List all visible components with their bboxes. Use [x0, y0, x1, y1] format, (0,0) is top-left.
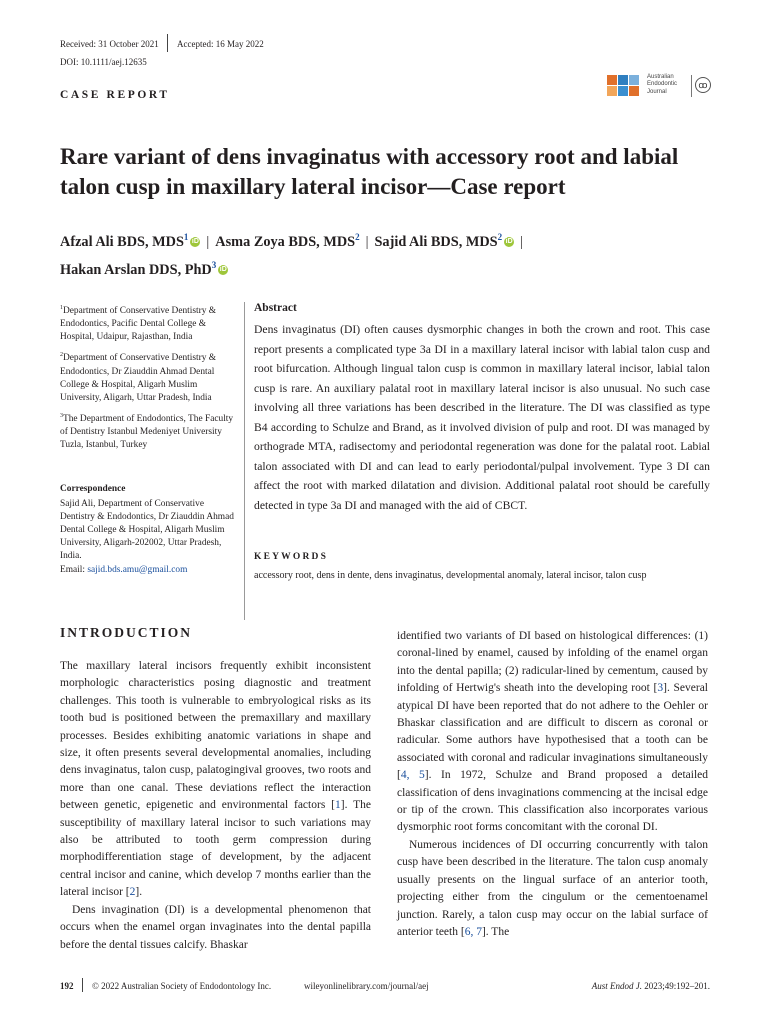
- text-run: ]. Several atypical DI have been reported that do not adhere to the Oehler or Bhaskar classification and are difficult to discern as coronal or radicular. Some authors have hypothesised that a tooth can be associated with coronal and radicular invaginations simultaneously [: [397, 682, 708, 782]
- orcid-icon[interactable]: iD: [191, 238, 199, 246]
- affiliation-marker: 2: [355, 232, 360, 242]
- text-run: ]. In 1972, Schulze and Brand proposed a detailed classification of dens invaginations commencing at the incisal edge or tip of the crown. This classification also incorporates various dysmorphic root forms concomitant with the coronal DI.: [397, 769, 709, 834]
- correspondence-heading: Correspondence: [60, 484, 126, 494]
- affiliation-number: 2: [60, 352, 63, 359]
- text-run: The maxillary lateral incisors frequently exhibit inconsistent morphologic characteristics posing diagnostic and treatment challenges. This tooth is vulnerable to embryological risks as its tooth bud is positioned between the premaxillary and maxillary processes. Besides exhibiting anatomic variations in shape and size, it often presents several developmental anomalies, including dens invaginatus, talon cusp, palatogingival grooves, two roots and more than one canal. These deviations reflect the interaction between genetic, epigenetic and environmental factors [: [60, 660, 371, 812]
- text-run: Numerous incidences of DI occurring concurrently with talon cusp have been described in the literature. The talon cusp anomaly usually presents on the lingual surface of an anterior tooth, projecting either from the cingulum or the cementoenamel junction. Rarely, a talon cusp may occur on the labial surface of anterior teeth [: [397, 838, 708, 938]
- text-run: ].: [135, 886, 143, 899]
- orcid-icon[interactable]: iD: [219, 266, 227, 274]
- correspondence-email-line: [60, 564, 234, 577]
- society-emblem-icon: ꝏ: [695, 77, 711, 93]
- affiliation-text: Department of Conservative Dentistry & Endodontics, Dr Ziauddin Ahmad Dental College & Hospital, Aligarh Muslim University, Aligarh, Uttar Pradesh, India: [60, 353, 217, 403]
- author-separator: |: [520, 233, 524, 250]
- paragraph: [397, 628, 708, 837]
- author-list: [60, 226, 710, 282]
- citation-info: [590, 981, 710, 991]
- column-divider: [244, 302, 245, 620]
- author-name: Asma Zoya BDS, MDS: [215, 233, 356, 250]
- paragraph: [60, 658, 371, 902]
- citation-link[interactable]: 6, 7: [464, 925, 482, 938]
- journal-abbreviation: Aust Endod J.: [591, 981, 642, 991]
- keywords-text: accessory root, dens in dente, dens invaginatus, developmental anomaly, lateral incisor, talon cusp: [254, 570, 647, 581]
- logo-tile: [618, 86, 628, 96]
- keywords-heading: KEYWORDS: [254, 552, 329, 562]
- affiliations: [60, 302, 234, 457]
- text-run: ]. The: [481, 925, 510, 938]
- affiliation-text: Department of Conservative Dentistry & Endodontics, Pacific Dental College & Hospital, Udaipur, Rajasthan, India: [60, 306, 217, 343]
- citation-link[interactable]: 2: [129, 886, 136, 899]
- journal-url[interactable]: wileyonlinelibrary.com/journal/aej: [304, 981, 429, 991]
- author-name: Hakan Arslan DDS, PhD: [60, 261, 212, 278]
- body-column-right: [397, 628, 708, 941]
- author-2[interactable]: [215, 234, 359, 250]
- paragraph: [397, 837, 708, 941]
- page-number: 192: [60, 981, 74, 991]
- correspondence: [60, 483, 234, 577]
- affiliation-marker: 1: [183, 232, 189, 242]
- email-label: Email:: [60, 564, 85, 575]
- citation-link[interactable]: 1: [334, 799, 341, 812]
- accepted-date: Accepted: 16 May 2022: [177, 39, 264, 49]
- text-run: ]. The susceptibility of maxillary lateral incisor to such variations may also be attributed to tooth germ compression during morphodifferentiation stage of development, by the adjacent central incisor and canine, which develop 7 months earlier than the lateral incisor [: [60, 799, 371, 899]
- author-name: Sajid Ali BDS, MDS: [374, 233, 498, 250]
- citation-link[interactable]: 4, 5: [400, 769, 425, 782]
- affiliation-number: 1: [60, 305, 63, 311]
- affiliation-text: The Department of Endodontics, The Faculty of Dentistry Istanbul Medeniyet University Tuzla, Istanbul, Turkey: [60, 414, 234, 451]
- author-1[interactable]: [60, 234, 188, 250]
- abstract-text: Dens invaginatus (DI) often causes dysmorphic changes in both the crown and root. This case report presents a complicated type 3a DI in a maxillary lateral incisor with labial talon cusp and root bifurcation. Although lingual talon cusp is common in maxillary lateral incisor, labial talon cusp is rare. An auxiliary palatal root in maxillary lateral incisor is also unusual. No such case involving all three variations has been described in the literature. The DI was classified as type B4 according to Schulze and Brand, as it involved division of pulp and root. DI was managed by orthograde MTA, radisectomy and periodontal regeneration was done for the palatal root. Labial talon associated with DI and can lead to early periodontal/pulpal involvement. Type 3 DI can affect the root with marked dilatation and division. Additional palatal root should be carefully detected in type 3a DI and managed with the aid of CBCT.: [254, 323, 710, 512]
- abstract-heading: Abstract: [254, 302, 297, 314]
- author-3[interactable]: [374, 234, 502, 250]
- affiliation-item: [60, 410, 234, 452]
- paragraph: Dens invagination (DI) is a developmental phenomenon that occurs when the enamel organ invaginates into the dental papilla before the dental tissues calcify. Bhaskar: [60, 903, 371, 951]
- copyright: © 2022 Australian Society of Endodontology Inc.: [92, 981, 272, 991]
- correspondence-text: Sajid Ali, Department of Conservative Dentistry & Endodontics, Dr Ziauddin Ahmad Dental College & Hospital, Aligarh Muslim University, Aligarh-202002, Uttar Pradesh, India.: [60, 499, 234, 562]
- citation-link[interactable]: 3: [657, 682, 664, 695]
- volume-pages: 2023;49:192–201.: [644, 981, 710, 991]
- logo-tile: [629, 75, 639, 85]
- logo-divider: [691, 75, 692, 97]
- header-divider: [167, 34, 168, 52]
- doi[interactable]: DOI: 10.1111/aej.12635: [60, 57, 147, 67]
- affiliation-marker: 3: [211, 259, 217, 270]
- author-4[interactable]: [60, 259, 217, 278]
- logo-line: Australian: [647, 74, 674, 80]
- journal-logo: [607, 74, 709, 98]
- affiliation-marker: 2: [497, 232, 503, 242]
- article-title: Rare variant of dens invaginatus with accessory root and labial talon cusp in maxillary lateral incisor—Case report: [60, 144, 679, 199]
- author-separator: |: [365, 233, 369, 250]
- affiliation-number: 3: [60, 412, 63, 419]
- affiliation-item: [60, 349, 234, 405]
- footer-divider: [82, 978, 83, 992]
- received-date: Received: 31 October 2021: [60, 39, 159, 49]
- affiliation-item: [60, 302, 234, 344]
- logo-tile: [629, 86, 639, 96]
- logo-line: Journal: [647, 88, 667, 95]
- email-link[interactable]: sajid.bds.amu@gmail.com: [87, 564, 188, 575]
- author-separator: |: [206, 233, 210, 250]
- logo-wordmark: [647, 74, 677, 96]
- section-heading-introduction: INTRODUCTION: [60, 625, 193, 640]
- logo-line: Endodontic: [647, 81, 678, 88]
- body-column-left: [60, 658, 371, 954]
- text-run: identified two variants of DI based on histological differences: (1) coronal-lined by enamel, caused by infolding of the enamel organ into the dental papilla; (2) radicular-lined by cementum, caused by infolding of Hertwig's sheath into the developing root [: [397, 630, 708, 695]
- author-name: Afzal Ali BDS, MDS: [60, 233, 184, 250]
- logo-tile: [607, 86, 617, 96]
- logo-tile: [607, 75, 617, 85]
- orcid-icon[interactable]: iD: [505, 238, 513, 246]
- article-type: CASE REPORT: [60, 89, 170, 101]
- logo-tile: [618, 75, 628, 85]
